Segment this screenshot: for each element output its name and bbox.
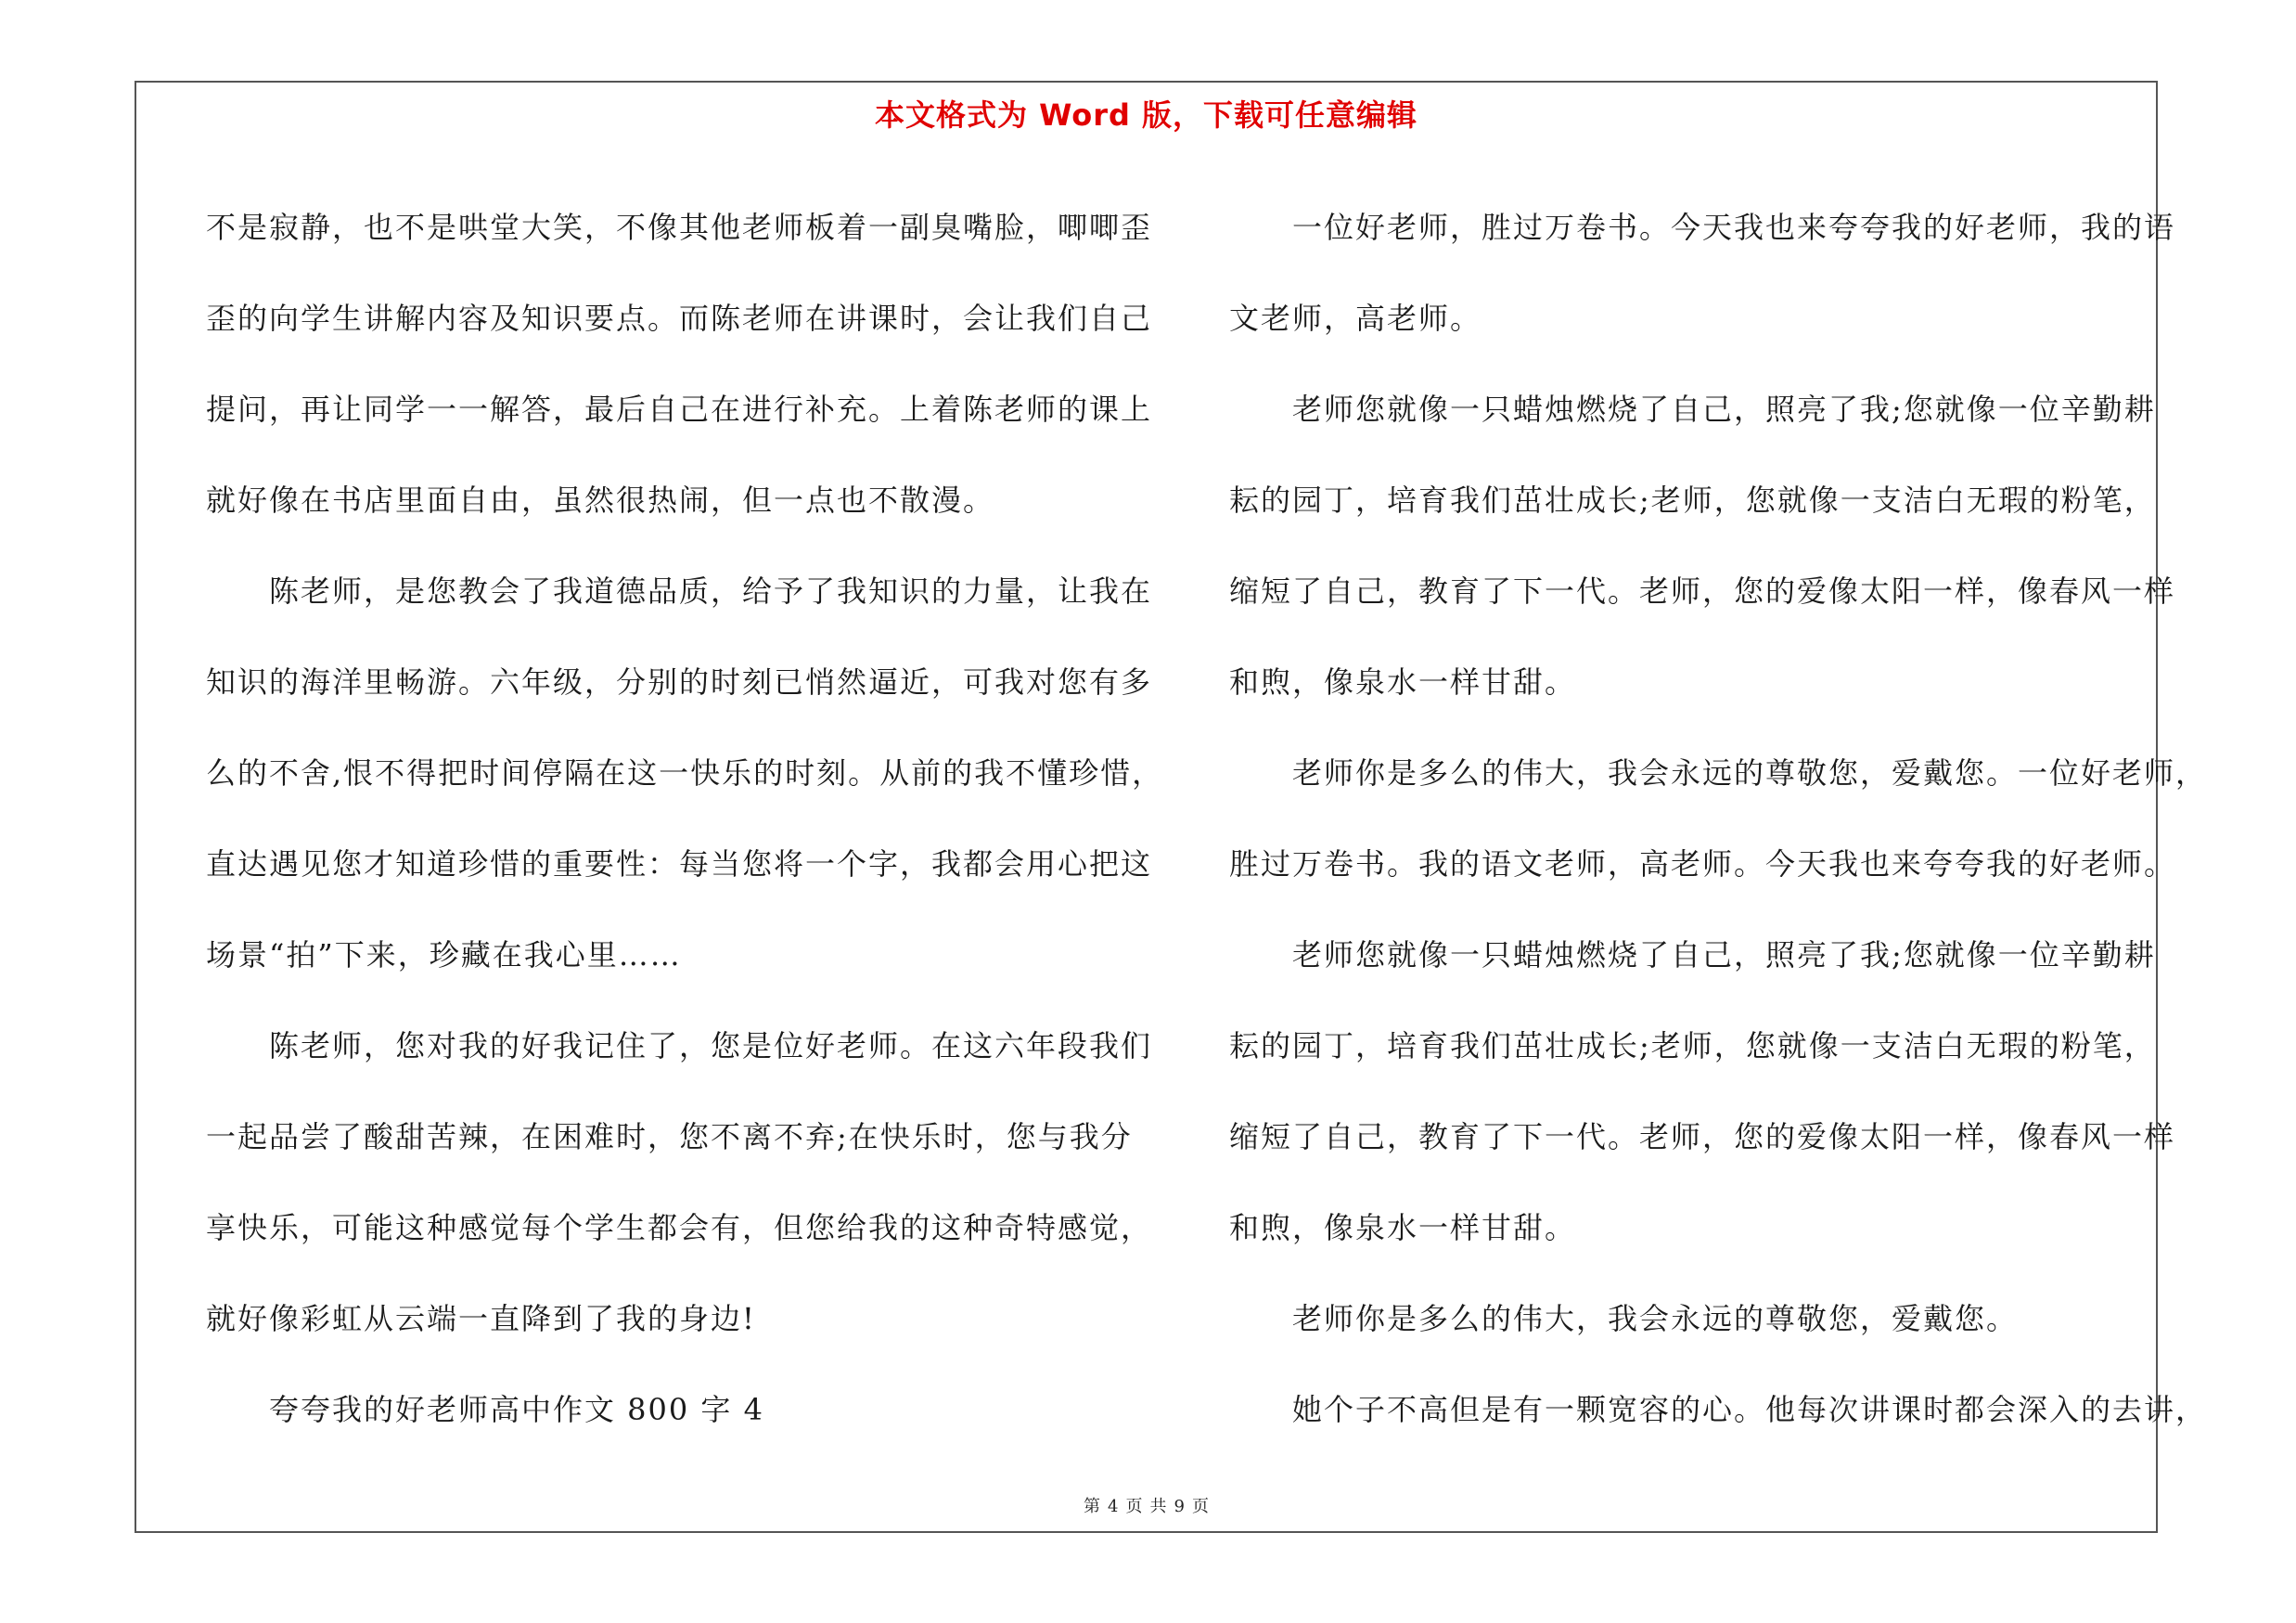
text-line: 一位好老师，胜过万卷书。今天我也来夸夸我的好老师，我的语: [1292, 210, 2176, 245]
text-line: 陈老师，是您教会了我道德品质，给予了我知识的力量，让我在: [269, 573, 1153, 609]
text-line: 老师你是多么的伟大，我会永远的尊敬您，爱戴您。一位好老师，: [1292, 755, 2208, 791]
page-number-footer: [136, 1493, 2156, 1517]
text-line: 就好像在书店里面自由，虽然很热闹，但一点也不散漫。: [206, 483, 995, 518]
text-line: 夸夸我的好老师高中作文 800 字 4: [269, 1392, 764, 1427]
left-text-column: [206, 182, 1164, 1455]
text-line: 老师您就像一只蜡烛燃烧了自己，照亮了我;您就像一位辛勤耕: [1292, 937, 2156, 973]
footer-total-pages: 9: [1174, 1497, 1185, 1516]
text-line: 么的不舍,恨不得把时间停隔在这一快乐的时刻。从前的我不懂珍惜，: [206, 755, 1164, 791]
text-line: 陈老师，您对我的好我记住了，您是位好老师。在这六年段我们: [269, 1028, 1153, 1063]
footer-total-prefix: 共: [1149, 1497, 1167, 1516]
format-notice-banner: 本文格式为 Word 版，下载可任意编辑: [874, 97, 1418, 133]
text-line: 歪的向学生讲解内容及知识要点。而陈老师在讲课时，会让我们自己: [206, 301, 1153, 336]
footer-page-prefix: 第: [1084, 1497, 1101, 1516]
text-line: 享快乐，可能这种感觉每个学生都会有，但您给我的这种奇特感觉，: [206, 1210, 1153, 1245]
footer-current-page: 4: [1108, 1497, 1119, 1516]
text-line: 知识的海洋里畅游。六年级，分别的时刻已悄然逼近，可我对您有多: [206, 664, 1153, 700]
document-page: [135, 81, 2208, 1533]
text-line: 和煦，像泉水一样甘甜。: [1229, 1210, 1577, 1245]
text-line: 耘的园丁，培育我们茁壮成长;老师，您就像一支洁白无瑕的粉笔，: [1229, 1028, 2156, 1063]
text-line: 和煦，像泉水一样甘甜。: [1229, 664, 1577, 700]
text-line: 场景“拍”下来，珍藏在我心里……: [206, 937, 682, 973]
text-line: 提问，再让同学一一解答，最后自己在进行补充。上着陈老师的课上: [206, 392, 1153, 427]
text-line: 胜过万卷书。我的语文老师，高老师。今天我也来夸夸我的好老师。: [1229, 846, 2176, 882]
text-line: 不是寂静，也不是哄堂大笑，不像其他老师板着一副臭嘴脸，唧唧歪: [206, 210, 1153, 245]
text-line: 直达遇见您才知道珍惜的重要性：每当您将一个字，我都会用心把这: [206, 846, 1153, 882]
text-line: 她个子不高但是有一颗宽容的心。他每次讲课时都会深入的去讲，: [1292, 1392, 2208, 1427]
text-line: 老师您就像一只蜡烛燃烧了自己，照亮了我;您就像一位辛勤耕: [1292, 392, 2156, 427]
text-line: 文老师，高老师。: [1229, 301, 1482, 336]
text-line: 就好像彩虹从云端一直降到了我的身边!: [206, 1301, 756, 1336]
text-line: 一起品尝了酸甜苦辣，在困难时，您不离不弃;在快乐时，您与我分: [206, 1119, 1133, 1154]
footer-page-word: 页: [1125, 1497, 1143, 1516]
text-line: 老师你是多么的伟大，我会永远的尊敬您，爱戴您。: [1292, 1301, 2019, 1336]
right-text-column: [1229, 182, 2208, 1455]
text-line: 缩短了自己，教育了下一代。老师，您的爱像太阳一样，像春风一样: [1229, 1119, 2176, 1154]
text-line: 耘的园丁，培育我们茁壮成长;老师，您就像一支洁白无瑕的粉笔，: [1229, 483, 2156, 518]
text-line: 缩短了自己，教育了下一代。老师，您的爱像太阳一样，像春风一样: [1229, 573, 2176, 609]
footer-page-suffix: 页: [1191, 1497, 1209, 1516]
